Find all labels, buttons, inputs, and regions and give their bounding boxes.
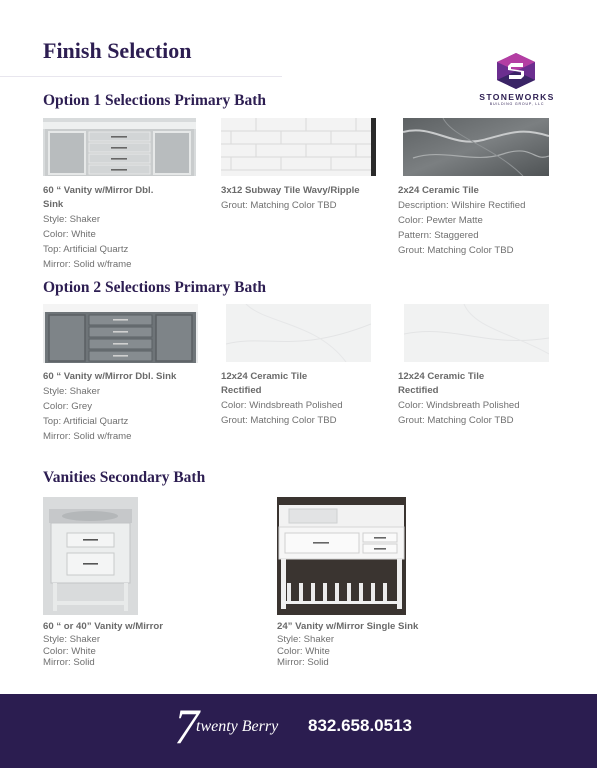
- item-detail: Color: White: [43, 645, 96, 657]
- item-vanity-grey-double: [43, 370, 213, 444]
- item-detail: Pattern: Staggered: [398, 230, 479, 241]
- brand-logo-text: twenty Berry: [196, 718, 279, 735]
- item-title: Rectified: [398, 385, 439, 396]
- logo-name: STONEWORKS: [479, 92, 555, 102]
- item-detail: Color: Windsbreath Polished: [221, 400, 343, 411]
- item-subway-tile: [221, 184, 391, 213]
- item-detail: Mirror: Solid: [43, 657, 95, 668]
- title-divider: [0, 76, 282, 77]
- item-detail: Mirror: Solid w/frame: [43, 259, 132, 270]
- item-title: 60 “ or 40” Vanity w/Mirror: [43, 621, 163, 632]
- item-windsbreath-tile-1: [221, 370, 391, 428]
- item-title: 12x24 Ceramic Tile: [398, 371, 485, 382]
- item-detail: Grout: Matching Color TBD: [398, 415, 514, 426]
- item-detail: Color: Windsbreath Polished: [398, 400, 520, 411]
- item-vanity-white-double: [43, 184, 203, 272]
- item-detail: Style: Shaker: [43, 386, 101, 397]
- item-detail: Color: Grey: [43, 401, 93, 412]
- item-title: 2x24 Ceramic Tile: [398, 185, 479, 196]
- subway-tile-image: [221, 118, 376, 176]
- item-detail: Color: Pewter Matte: [398, 215, 483, 226]
- item-pewter-tile: [398, 184, 568, 258]
- item-vanity-secondary-single-sink: [277, 620, 497, 669]
- item-title: Sink: [43, 199, 64, 210]
- item-detail: Top: Artificial Quartz: [43, 244, 129, 255]
- item-detail: Description: Wilshire Rectified: [398, 200, 526, 211]
- item-title: 3x12 Subway Tile Wavy/Ripple: [221, 185, 360, 196]
- pewter-tile-image: [403, 118, 549, 176]
- brand-logo-number: 7: [174, 698, 199, 754]
- footer-bar: [0, 694, 597, 768]
- section-heading-secondary-bath: Vanities Secondary Bath: [43, 469, 206, 486]
- item-windsbreath-tile-2: [398, 370, 568, 428]
- item-title: 12x24 Ceramic Tile: [221, 371, 308, 382]
- vanity-white-double-image: [43, 118, 196, 176]
- item-detail: Mirror: Solid: [277, 657, 329, 668]
- item-vanity-secondary-small: [43, 620, 243, 669]
- windsbreath-tile-image-1: [226, 304, 371, 362]
- item-detail: Style: Shaker: [43, 634, 101, 645]
- item-detail: Style: Shaker: [43, 214, 101, 225]
- section-heading-option-2: Option 2 Selections Primary Bath: [43, 279, 267, 296]
- vanity-secondary-small-image: [43, 497, 138, 615]
- stoneworks-logo-icon: [497, 53, 535, 89]
- item-detail: Color: White: [43, 229, 96, 240]
- item-title: 24” Vanity w/Mirror Single Sink: [277, 621, 419, 632]
- item-title: Rectified: [221, 385, 262, 396]
- section-heading-option-1: Option 1 Selections Primary Bath: [43, 92, 267, 109]
- item-detail: Grout: Matching Color TBD: [398, 245, 514, 256]
- vanity-secondary-single-sink-image: [277, 497, 406, 615]
- item-detail: Grout: Matching Color TBD: [221, 415, 337, 426]
- item-detail: Grout: Matching Color TBD: [221, 200, 337, 211]
- item-detail: Mirror: Solid w/frame: [43, 431, 132, 442]
- logo-subtitle: BUILDING GROUP, LLC: [489, 102, 545, 106]
- windsbreath-tile-image-2: [404, 304, 549, 362]
- item-detail: Style: Shaker: [277, 634, 335, 645]
- item-detail: Color: White: [277, 645, 330, 657]
- item-title: 60 “ Vanity w/Mirror Dbl.: [43, 185, 154, 196]
- item-detail: Top: Artificial Quartz: [43, 416, 129, 427]
- vanity-grey-double-image: [43, 304, 198, 363]
- phone-number: 832.658.0513: [308, 716, 412, 735]
- item-title: 60 “ Vanity w/Mirror Dbl. Sink: [43, 371, 177, 382]
- page-title: Finish Selection: [43, 38, 192, 63]
